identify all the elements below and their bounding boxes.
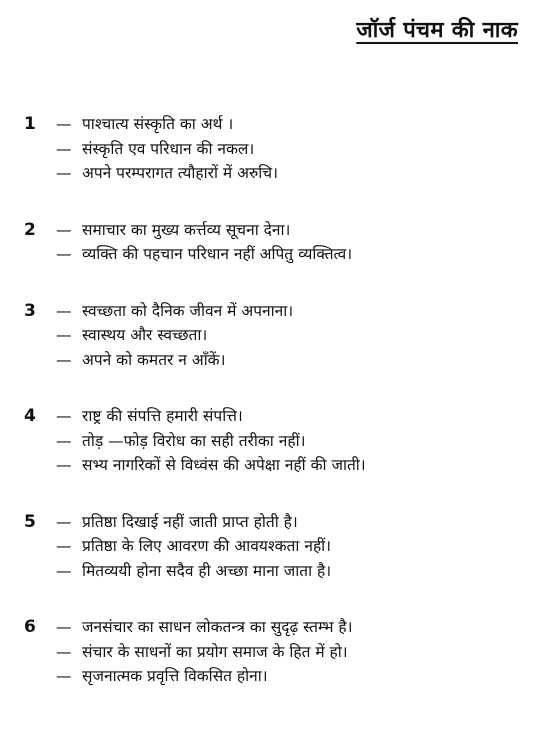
answer-line <box>56 348 529 373</box>
answer-text: व्यक्ति की पहचान परिधान नहीं अपितु व्यक्तित्व। <box>82 245 353 263</box>
dash-mark: — <box>56 220 72 239</box>
answer-line <box>56 534 529 559</box>
answer-line <box>56 137 529 162</box>
answer-line <box>56 429 529 454</box>
section-lines <box>56 218 529 267</box>
answer-line <box>56 404 529 429</box>
answer-line <box>56 664 529 689</box>
answer-section-6 <box>24 615 529 689</box>
dash-mark: — <box>56 245 72 263</box>
section-lines <box>56 615 529 689</box>
section-number: 5 <box>24 511 36 532</box>
section-lines <box>56 112 529 186</box>
dash-mark: — <box>56 164 72 182</box>
section-lines <box>56 510 529 584</box>
answer-section-3 <box>24 299 529 373</box>
answer-text: प्रतिष्ठा दिखाई नहीं जाती प्राप्त होती है। <box>82 512 298 531</box>
answer-text: मितव्ययी होना सदैव ही अच्छा माना जाता है। <box>82 561 332 580</box>
answer-line <box>56 615 529 640</box>
answer-text: सभ्य नागरिकों से विध्वंस की अपेक्षा नहीं की जाती। <box>82 456 366 474</box>
answer-text: सृजनात्मक प्रवृत्ति विकसित होना। <box>82 667 268 685</box>
dash-mark: — <box>56 301 72 320</box>
answer-text: प्रतिष्ठा के लिए आवरण की आवयश्कता नहीं। <box>82 537 332 555</box>
answer-line <box>56 242 529 267</box>
answer-text: संस्कृति एव परिधान की नकल। <box>82 139 255 158</box>
answer-text: तोड़ —फोड़ विरोध का सही तरीका नहीं। <box>82 431 306 450</box>
dash-mark: — <box>56 618 72 636</box>
answer-section-1 <box>24 112 529 186</box>
section-number: 2 <box>24 219 36 240</box>
section-lines <box>56 404 529 478</box>
answer-text: अपने परम्परागत त्यौहारों में अरुचि। <box>82 164 278 182</box>
page-title: जॉर्ज पंचम की नाक <box>356 18 518 43</box>
answer-line <box>56 112 529 137</box>
answer-line <box>56 323 529 348</box>
answer-text: स्वास्थय और स्वच्छता। <box>82 326 208 344</box>
dash-mark: — <box>56 512 72 531</box>
section-number: 4 <box>24 406 36 426</box>
dash-mark: — <box>56 326 72 344</box>
answer-text: अपने को कमतर न आँकें। <box>82 350 226 369</box>
dash-mark: — <box>56 407 72 425</box>
answer-line <box>56 453 529 478</box>
answer-text: स्वच्छता को दैनिक जीवन में अपनाना। <box>82 301 294 320</box>
answer-section-2 <box>24 218 529 267</box>
answer-text: पाश्चात्य संस्कृति का अर्थ । <box>82 115 234 133</box>
section-lines <box>56 299 529 373</box>
dash-mark: — <box>56 537 72 555</box>
dash-mark: — <box>56 667 72 685</box>
answer-text: जनसंचार का साधन लोकतन्त्र का सुदृढ़ स्तम्भ है। <box>82 618 353 636</box>
section-number: 3 <box>24 300 36 321</box>
dash-mark: — <box>56 115 72 133</box>
dash-mark: — <box>56 561 72 580</box>
answer-line <box>56 218 529 243</box>
answer-line <box>56 559 529 584</box>
answer-list <box>24 112 529 689</box>
answer-line <box>56 299 529 324</box>
answer-text: समाचार का मुख्य कर्त्तव्य सूचना देना। <box>82 220 291 239</box>
dash-mark: — <box>56 139 72 158</box>
dash-mark: — <box>56 350 72 369</box>
section-number: 1 <box>24 114 36 134</box>
dash-mark: — <box>56 642 72 661</box>
dash-mark: — <box>56 431 72 450</box>
section-number: 6 <box>24 617 36 637</box>
answer-line <box>56 640 529 665</box>
answer-section-4 <box>24 404 529 478</box>
answer-text: राष्ट्र की संपत्ति हमारी संपत्ति। <box>82 407 243 425</box>
answer-section-5 <box>24 510 529 584</box>
dash-mark: — <box>56 456 72 474</box>
answer-line <box>56 161 529 186</box>
answer-line <box>56 510 529 535</box>
answer-text: संचार के साधनों का प्रयोग समाज के हित में हो। <box>82 642 348 661</box>
